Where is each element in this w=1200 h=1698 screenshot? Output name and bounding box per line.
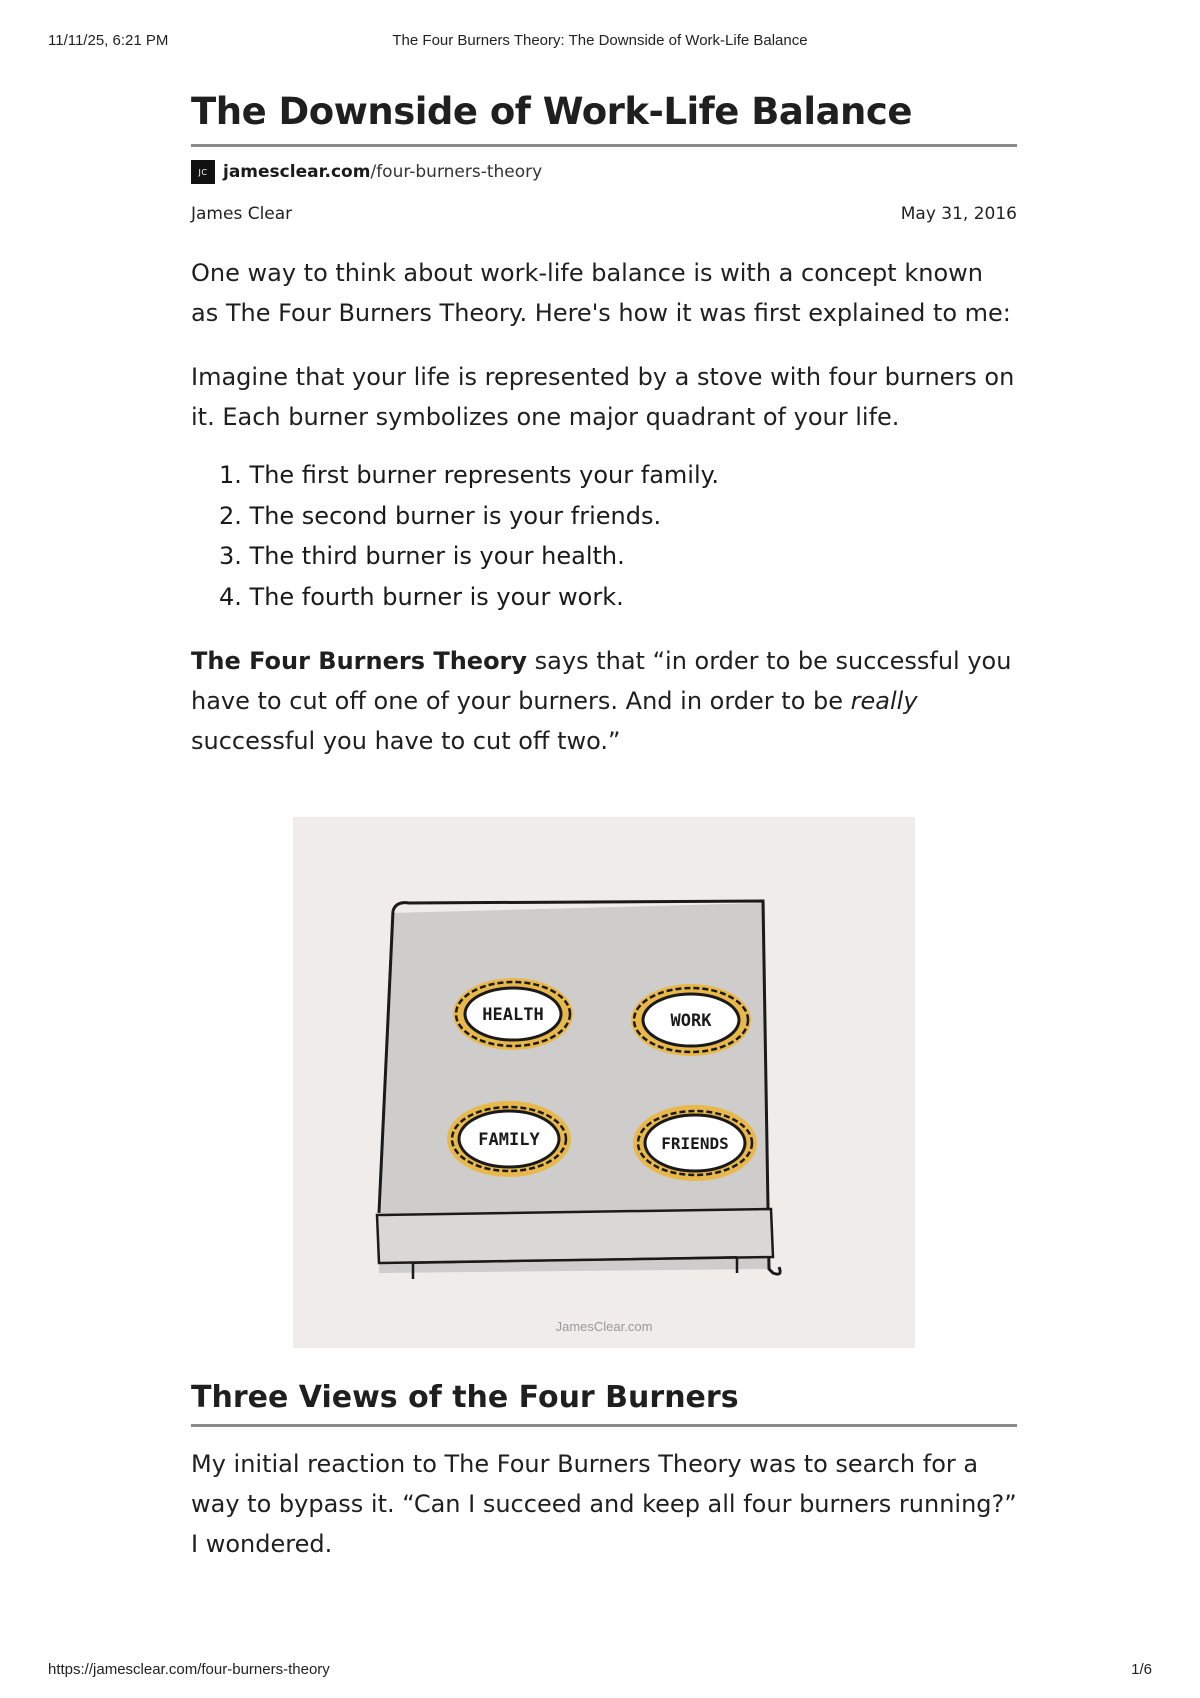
site-logo-icon: JC xyxy=(191,160,215,184)
burner-label-work: WORK xyxy=(670,1011,712,1031)
list-item: 2. The second burner is your friends. xyxy=(219,501,662,530)
theory-text-b: successful you have to cut off two.” xyxy=(191,727,621,755)
article-title: The Downside of Work-Life Balance xyxy=(191,88,1017,147)
burner-list xyxy=(191,455,1017,617)
burner-family xyxy=(447,1101,571,1177)
burner-health xyxy=(453,978,573,1050)
list-item: 1. The first burner represents your family. xyxy=(219,461,720,489)
publish-date: May 31, 2016 xyxy=(900,204,1017,224)
author-name: James Clear xyxy=(191,204,293,224)
list-item: 3. The third burner is your health. xyxy=(219,542,625,570)
imagine-paragraph: Imagine that your life is represented by a stove with four burners on it. Each burner symbolizes one major quadrant of your life. xyxy=(191,363,1015,431)
page-number: 1/6 xyxy=(1131,1661,1152,1678)
burner-label-family: FAMILY xyxy=(478,1130,540,1150)
theory-text-a: says that “in order to be successful you have to cut off one of your burners. And in order to be xyxy=(191,647,1012,715)
source-domain-link[interactable]: jamesclear.com xyxy=(223,162,371,182)
burner-friends xyxy=(633,1105,757,1181)
burner-label-health: HEALTH xyxy=(482,1005,544,1025)
theory-bold-term: The Four Burners Theory xyxy=(191,647,528,675)
section-paragraph: My initial reaction to The Four Burners Theory was to search for a way to bypass it. “Can I succeed and keep all four burners running?” I wondered. xyxy=(191,1450,1017,1558)
theory-emphasis: really xyxy=(850,687,918,715)
print-page-title: The Four Burners Theory: The Downside of Work-Life Balance xyxy=(392,32,808,49)
source-path-link[interactable]: /four-burners-theory xyxy=(370,162,543,182)
intro-paragraph: One way to think about work-life balance is with a concept known as The Four Burners Theory. Here's how it was first explained to me: xyxy=(191,259,1011,327)
print-url: https://jamesclear.com/four-burners-theory xyxy=(48,1661,330,1678)
theory-paragraph xyxy=(191,641,1017,761)
four-burners-illustration xyxy=(293,817,915,1348)
article-meta xyxy=(191,204,1017,224)
article xyxy=(191,88,1017,1564)
burner-work xyxy=(631,984,751,1056)
print-datetime: 11/11/25, 6:21 PM xyxy=(48,32,169,49)
stove-drawing xyxy=(293,817,915,1348)
source-line xyxy=(191,159,1017,185)
section-heading: Three Views of the Four Burners xyxy=(191,1376,1017,1427)
burner-label-friends: FRIENDS xyxy=(661,1134,729,1153)
stove-front xyxy=(377,1209,773,1263)
list-item: 4. The fourth burner is your work. xyxy=(219,582,624,611)
image-watermark: JamesClear.com xyxy=(555,1319,653,1334)
